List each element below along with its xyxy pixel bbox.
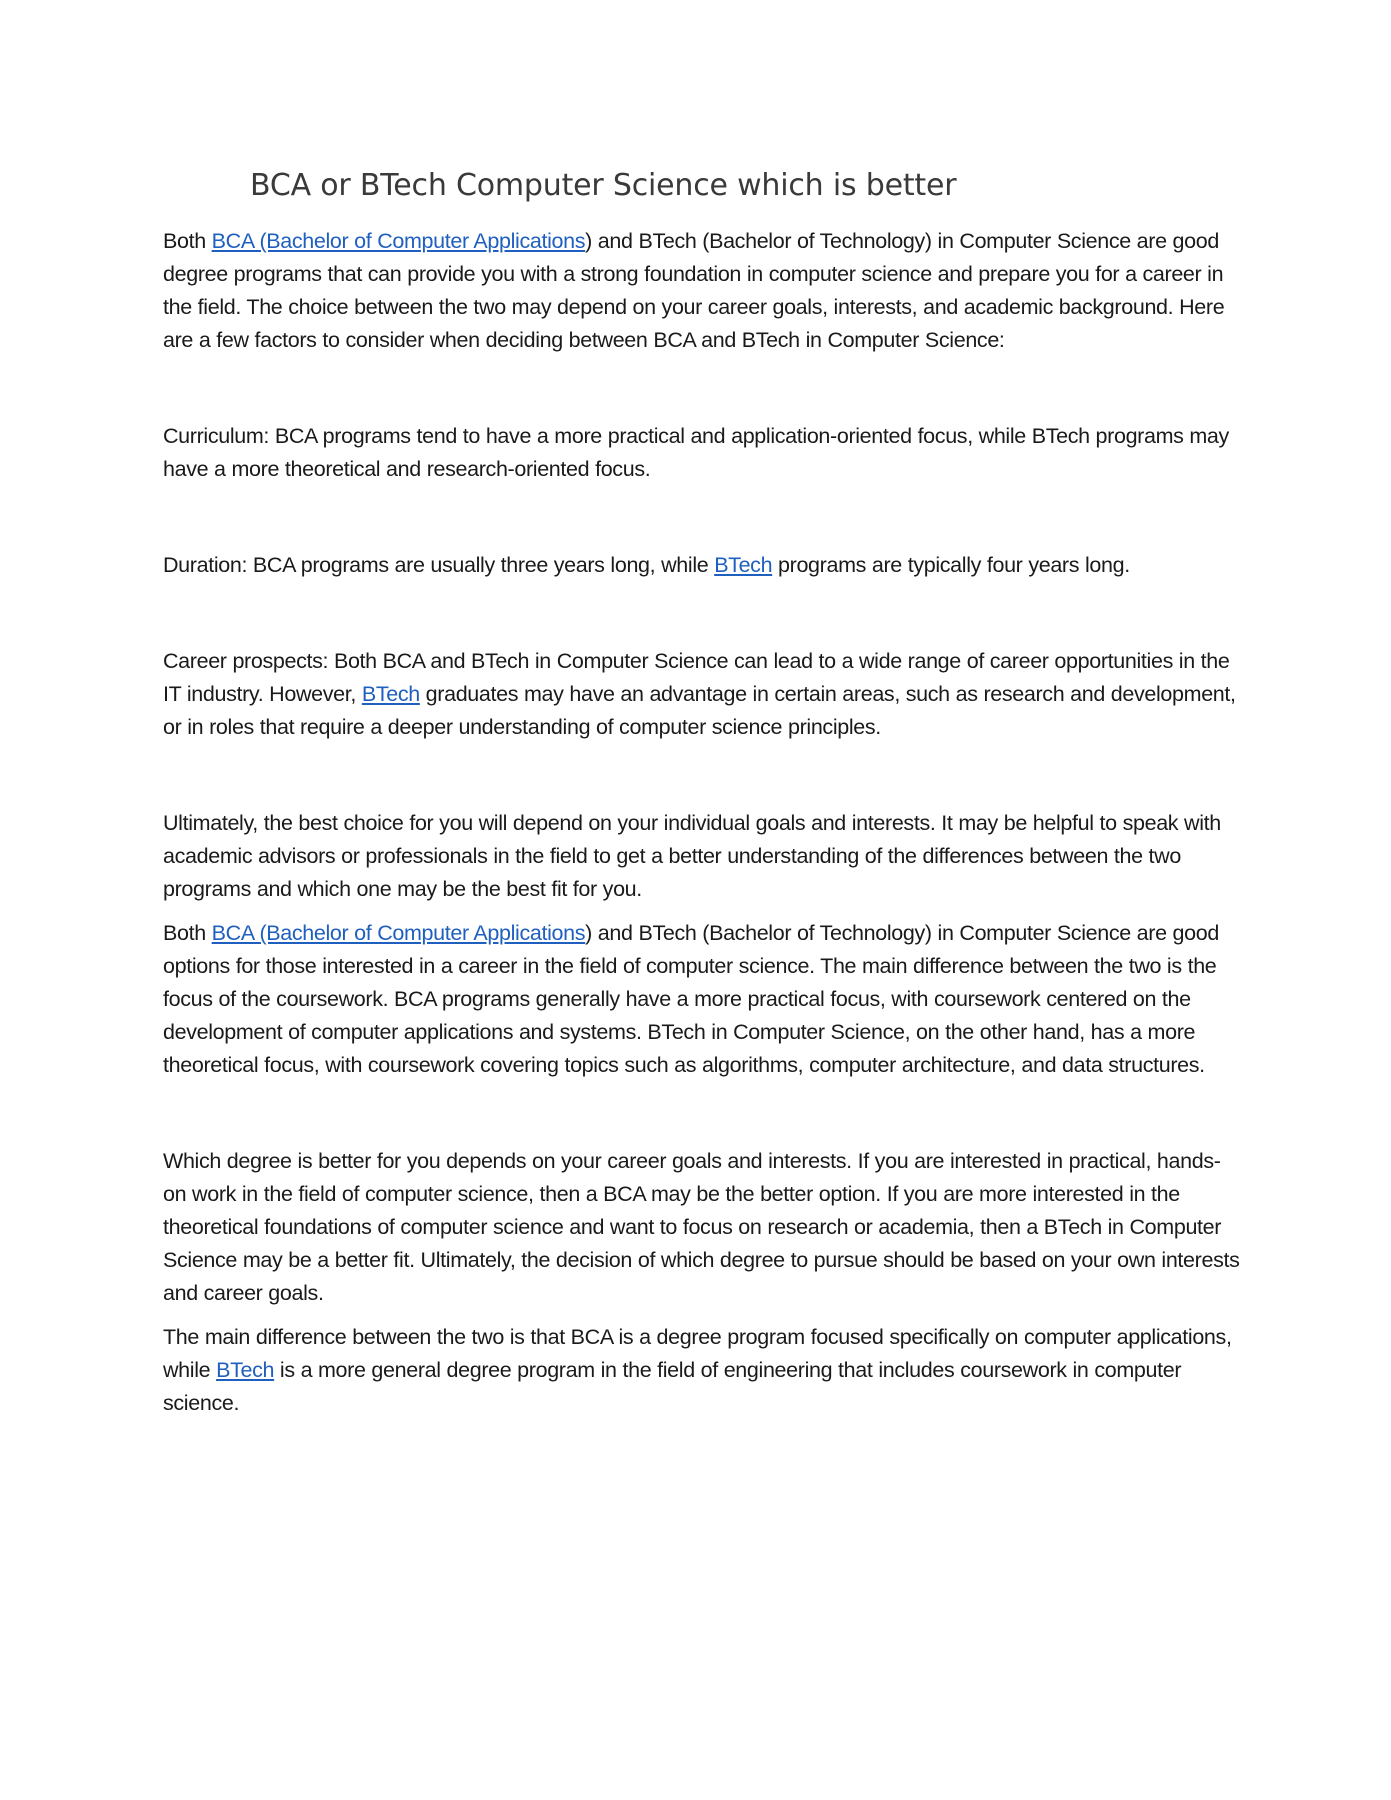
career-paragraph <box>163 645 1243 744</box>
ultimately-paragraph: Ultimately, the best choice for you will depend on your individual goals and interests. It may be helpful to speak with academic advisors or professionals in the field to get a better understanding of the differences between the two programs and which one may be the best fit for you. <box>163 811 1221 901</box>
duration-text-start: Duration: BCA programs are usually three years long, while <box>163 553 715 577</box>
curriculum-paragraph: Curriculum: BCA programs tend to have a more practical and application-oriented focus, while BTech programs may have a more theoretical and research-oriented focus. <box>163 424 1229 481</box>
btech-link[interactable]: BTech <box>714 553 773 577</box>
comparison-paragraph <box>163 917 1243 1082</box>
btech-link[interactable]: BTech <box>361 682 420 706</box>
duration-paragraph <box>163 549 1243 582</box>
bca-link[interactable]: BCA (Bachelor of Computer Applications <box>211 229 586 253</box>
document-body <box>163 225 1243 1420</box>
comparison-text-end: ) and BTech (Bachelor of Technology) in Computer Science are good options for those interested in a career in the field of computer science. The main difference between the two is the focus of the coursework. BCA programs generally have a more practical focus, with coursework centered on the development of computer applications and systems. BTech in Computer Science, on the other hand, has a more theoretical focus, with coursework covering topics such as algorithms, computer architecture, and data structures. <box>163 921 1219 1077</box>
bca-link[interactable]: BCA (Bachelor of Computer Applications <box>211 921 586 945</box>
career-text-start: Career prospects: Both BCA and BTech in Computer Science can lead to a wide range of career opportunities in the IT industry. However, <box>163 649 1230 706</box>
intro-text-start: Both <box>163 229 212 253</box>
main-difference-text-end: is a more general degree program in the field of engineering that includes coursework in computer science. <box>163 1358 1182 1415</box>
intro-text-end: ) and BTech (Bachelor of Technology) in Computer Science are good degree programs that can provide you with a strong foundation in computer science and prepare you for a career in the field. The choice between the two may depend on your career goals, interests, and academic background. Here are a few factors to consider when deciding between BCA and BTech in Computer Science: <box>163 229 1225 352</box>
which-degree-paragraph: Which degree is better for you depends on your career goals and interests. If you are interested in practical, hands-on work in the field of computer science, then a BCA may be the better option. If you are more interested in the theoretical foundations of computer science and want to focus on research or academia, then a BTech in Computer Science may be a better fit. Ultimately, the decision of which degree to pursue should be based on your own interests and career goals. <box>163 1149 1240 1305</box>
main-difference-text-start: The main difference between the two is that BCA is a degree program focused specifically on computer applications, while <box>163 1325 1232 1382</box>
btech-link[interactable]: BTech <box>216 1358 275 1382</box>
comparison-text-start: Both <box>163 921 212 945</box>
duration-text-end: programs are typically four years long. <box>772 553 1130 577</box>
intro-paragraph <box>163 225 1243 357</box>
page-title: BCA or BTech Computer Science which is better <box>250 168 957 203</box>
main-difference-paragraph <box>163 1321 1243 1420</box>
career-text-end: graduates may have an advantage in certain areas, such as research and development, or in roles that require a deeper understanding of computer science principles. <box>163 682 1236 739</box>
